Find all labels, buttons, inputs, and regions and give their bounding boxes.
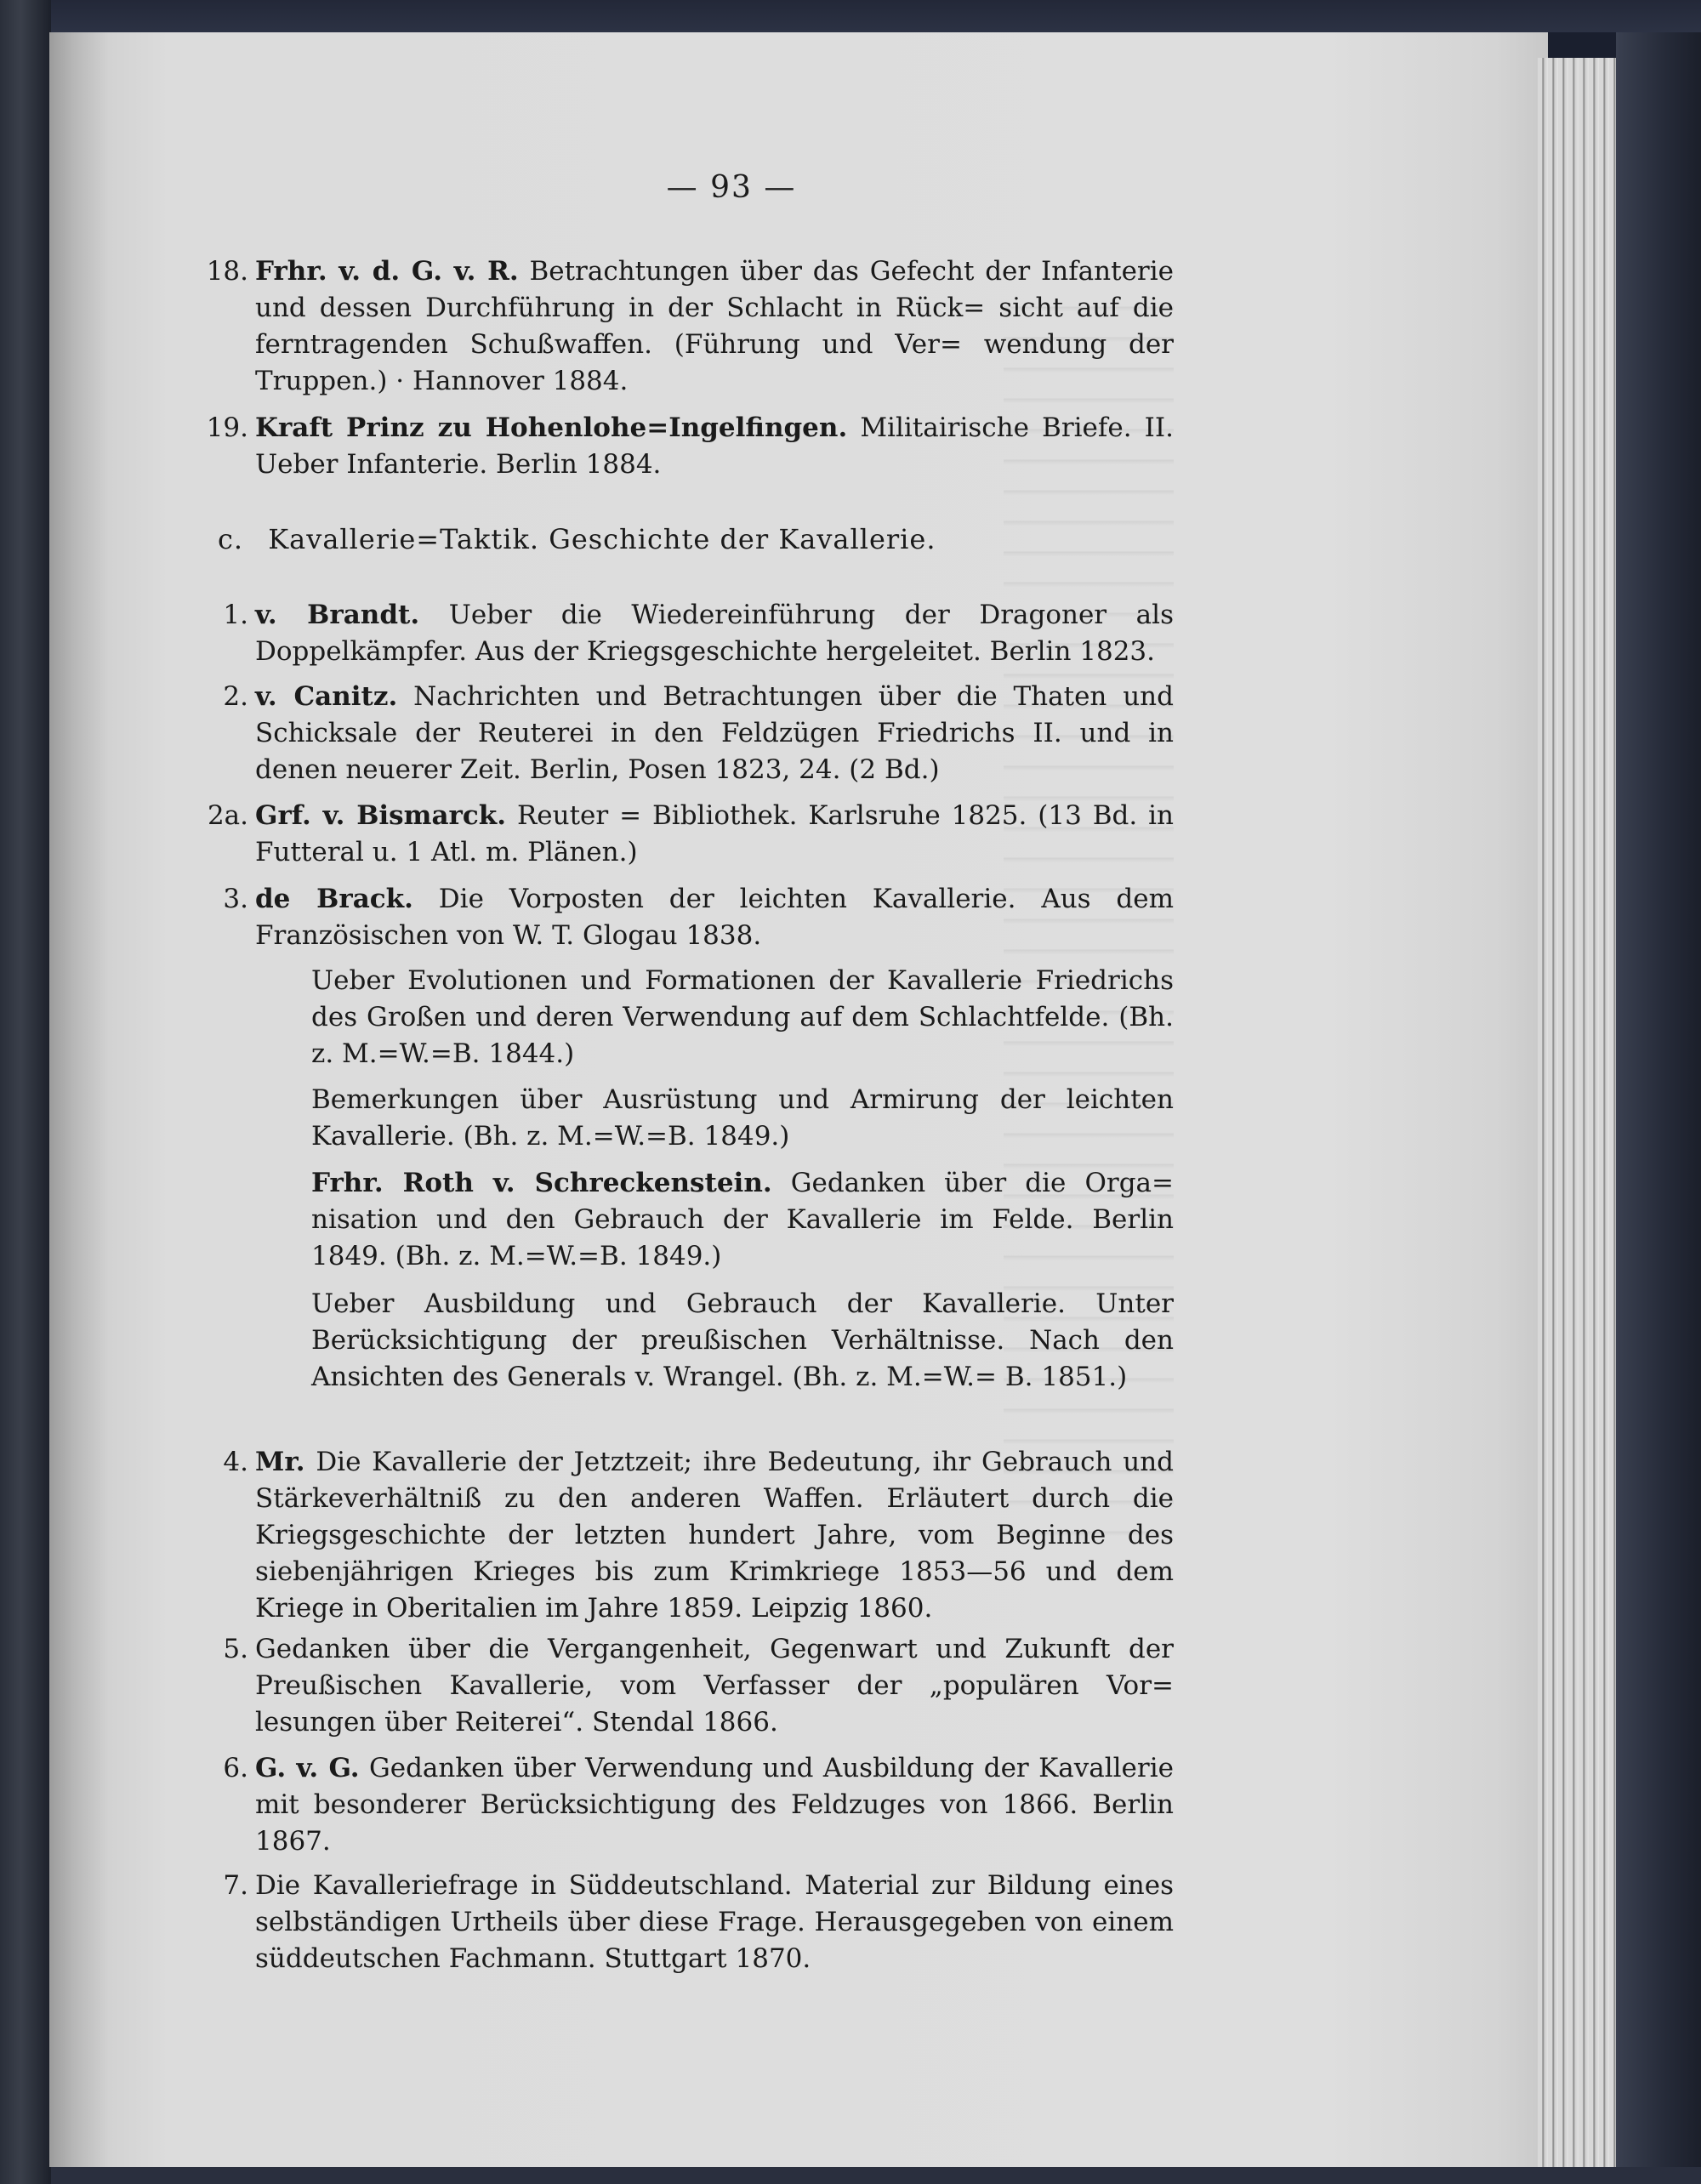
- book-top-edge: [51, 0, 1701, 32]
- entry-text: Betrachtungen über das Gefecht der Infanterie und dessen Durchführung in der Schlacht in Rück= sicht auf die ferntragenden Schußwaffen. (Führung und Ver= wendung der Truppen.) · Hannover 1884.: [255, 256, 1174, 396]
- sub-entry: [311, 1286, 1174, 1396]
- entry-author: v. Brandt.: [255, 600, 420, 630]
- entry-2a: [207, 798, 1174, 871]
- entry-text: Ueber die Wiedereinführung der Dragoner als Doppelkämpfer. Aus der Kriegsgeschichte hergeleitet. Berlin 1823.: [255, 600, 1174, 667]
- entry-number: 7.: [223, 1870, 248, 1901]
- section-heading: [218, 520, 1174, 558]
- entry-text: Militairische Briefe. II. Ueber Infanterie. Berlin 1884.: [255, 412, 1174, 480]
- entry-number: 2a.: [207, 800, 248, 831]
- section-title: Kavallerie=Taktik. Geschichte der Kavallerie.: [268, 523, 936, 555]
- sub-entry: [311, 1082, 1174, 1155]
- entry-18: [206, 253, 1174, 400]
- page-block-edges: [1538, 58, 1616, 2175]
- entry-text: Die Vorposten der leichten Kavallerie. Aus dem Französischen von W. T. Glogau 1838.: [255, 884, 1174, 951]
- book-bottom-edge: [51, 2167, 1701, 2184]
- entry-text: Gedanken über die Orga= nisation und den Gebrauch der Kavallerie im Felde. Berlin 1849. (Bh. z. M.=W.=B. 1849.): [311, 1168, 1174, 1271]
- book-cover-edge: [0, 0, 51, 2184]
- entry-text: Ueber Ausbildung und Gebrauch der Kavallerie. Unter Berücksichtigung der preußischen Verhältnisse. Nach den Ansichten des Generals v. Wrangel. (Bh. z. M.=W.= B. 1851.): [311, 1288, 1174, 1392]
- entry-text: Gedanken über Verwendung und Ausbildung der Kavallerie mit besonderer Berücksichtigung des Feldzuges von 1866. Berlin 1867.: [255, 1753, 1174, 1857]
- entry-3: [223, 881, 1174, 954]
- entry-number: 5.: [223, 1634, 248, 1664]
- entry-author: Mr.: [255, 1447, 305, 1477]
- entry-5: [223, 1631, 1174, 1741]
- entry-number: 3.: [223, 884, 248, 914]
- entry-author: Grf. v. Bismarck.: [255, 800, 507, 831]
- entry-author: Frhr. Roth v. Schreckenstein.: [311, 1168, 772, 1198]
- entry-number: 19.: [206, 412, 248, 443]
- sub-entry: [311, 1165, 1174, 1275]
- entry-author: de Brack.: [255, 884, 413, 914]
- entry-4: [223, 1444, 1174, 1627]
- entry-number: 6.: [223, 1753, 248, 1783]
- book-back-board: [1616, 32, 1701, 2184]
- section-label: c.: [218, 523, 244, 555]
- entry-number: 4.: [223, 1447, 248, 1477]
- entry-number: 1.: [223, 600, 248, 630]
- entry-text: Bemerkungen über Ausrüstung und Armirung der leichten Kavallerie. (Bh. z. M.=W.=B. 1849.): [311, 1084, 1174, 1152]
- entry-text: Die Kavallerie der Jetztzeit; ihre Bedeutung, ihr Gebrauch und Stärkeverhältniß zu den anderen Waffen. Erläutert durch die Kriegsgeschichte der letzten hundert Jahre, vom Beginne des siebenjährigen Krieges bis zum Krimkriege 1853—56 und dem Kriege in Oberitalien im Jahre 1859. Leipzig 1860.: [255, 1447, 1174, 1624]
- entry-2: [223, 679, 1174, 788]
- entry-number: 2.: [223, 681, 248, 712]
- entry-text: Gedanken über die Vergangenheit, Gegenwart und Zukunft der Preußischen Kavallerie, vom Verfasser der „populären Vor= lesungen über Reiterei“. Stendal 1866.: [255, 1634, 1174, 1738]
- entry-author: Frhr. v. d. G. v. R.: [255, 256, 519, 287]
- entry-6: [223, 1750, 1174, 1860]
- page-number: — 93 —: [666, 170, 797, 205]
- sub-entry: [311, 963, 1174, 1072]
- entry-author: Kraft Prinz zu Hohenlohe=Ingelfingen.: [255, 412, 848, 443]
- entry-author: G. v. G.: [255, 1753, 360, 1783]
- entry-19: [206, 410, 1174, 483]
- entry-7: [223, 1868, 1174, 1977]
- entry-text: Nachrichten und Betrachtungen über die Thaten und Schicksale der Reuterei in den Feldzügen Friedrichs II. und in denen neuerer Zeit. Berlin, Posen 1823, 24. (2 Bd.): [255, 681, 1174, 785]
- entry-number: 18.: [206, 256, 248, 287]
- entry-text: Die Kavalleriefrage in Süddeutschland. Material zur Bildung eines selbständigen Urtheils über diese Frage. Herausgegeben von einem süddeutschen Fachmann. Stuttgart 1870.: [255, 1870, 1174, 1974]
- entry-text: Reuter = Bibliothek. Karlsruhe 1825. (13 Bd. in Futteral u. 1 Atl. m. Plänen.): [255, 800, 1174, 867]
- entry-author: v. Canitz.: [255, 681, 398, 712]
- entry-text: Ueber Evolutionen und Formationen der Kavallerie Friedrichs des Großen und deren Verwendung auf dem Schlachtfelde. (Bh. z. M.=W.=B. 1844.): [311, 965, 1174, 1069]
- entry-1: [223, 597, 1174, 670]
